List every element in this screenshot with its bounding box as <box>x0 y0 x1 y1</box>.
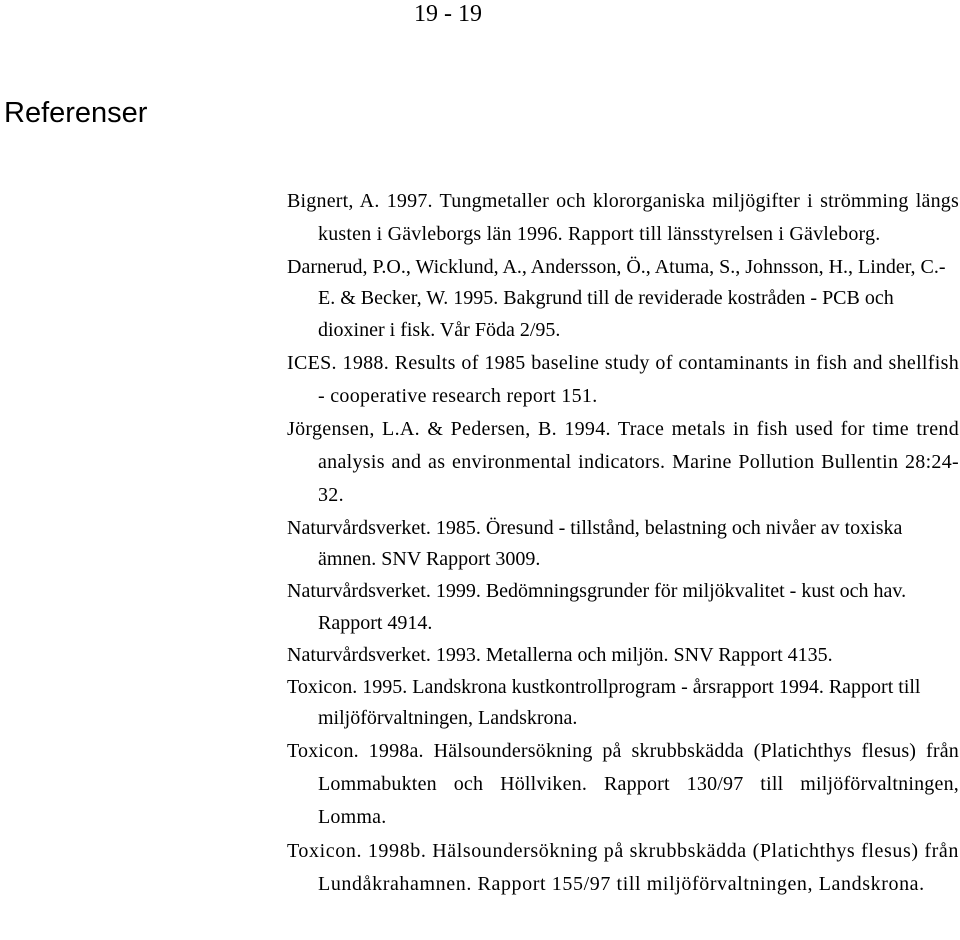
reference-list <box>287 185 959 901</box>
reference-item: Toxicon. 1995. Landskrona kustkontrollprogram - årsrapport 1994. Rapport till miljöförvaltningen, Landskrona. <box>287 675 921 729</box>
reference-item: Naturvårdsverket. 1985. Öresund - tillstånd, belastning och nivåer av toxiska ämnen. SNV Rapport 3009. <box>287 516 903 570</box>
reference-item: Naturvårdsverket. 1993. Metallerna och miljön. SNV Rapport 4135. <box>287 643 833 666</box>
reference-item: Jörgensen, L.A. & Pedersen, B. 1994. Trace metals in fish used for time trend analysis and as environmental indicators. Marine Pollution Bullentin 28:24-32. <box>287 418 959 506</box>
reference-item: Naturvårdsverket. 1999. Bedömningsgrunder för miljökvalitet - kust och hav. Rapport 4914. <box>287 580 907 634</box>
section-heading: Referenser <box>4 97 148 129</box>
reference-item: Toxicon. 1998b. Hälsoundersökning på skrubbskädda (Platichthys flesus) från Lundåkrahamnen. Rapport 155/97 till miljöförvaltningen, Landskrona. <box>287 839 959 895</box>
reference-item: Darnerud, P.O., Wicklund, A., Andersson, Ö., Atuma, S., Johnsson, H., Linder, C.-E. & Becker, W. 1995. Bakgrund till de reviderade kostråden - PCB och dioxiner i fisk. Vår Föda 2/95. <box>287 255 946 341</box>
reference-item: Bignert, A. 1997. Tungmetaller och klororganiska miljögifter i strömming längs kusten i Gävleborgs län 1996. Rapport till länsstyrelsen i Gävleborg. <box>287 190 959 245</box>
reference-item: Toxicon. 1998a. Hälsoundersökning på skrubbskädda (Platichthys flesus) från Lommabukten och Höllviken. Rapport 130/97 till miljöförvaltningen, Lomma. <box>287 740 959 828</box>
page-number: 19 - 19 <box>414 1 482 27</box>
reference-item: ICES. 1988. Results of 1985 baseline study of contaminants in fish and shellfish - cooperative research report 151. <box>287 351 959 407</box>
